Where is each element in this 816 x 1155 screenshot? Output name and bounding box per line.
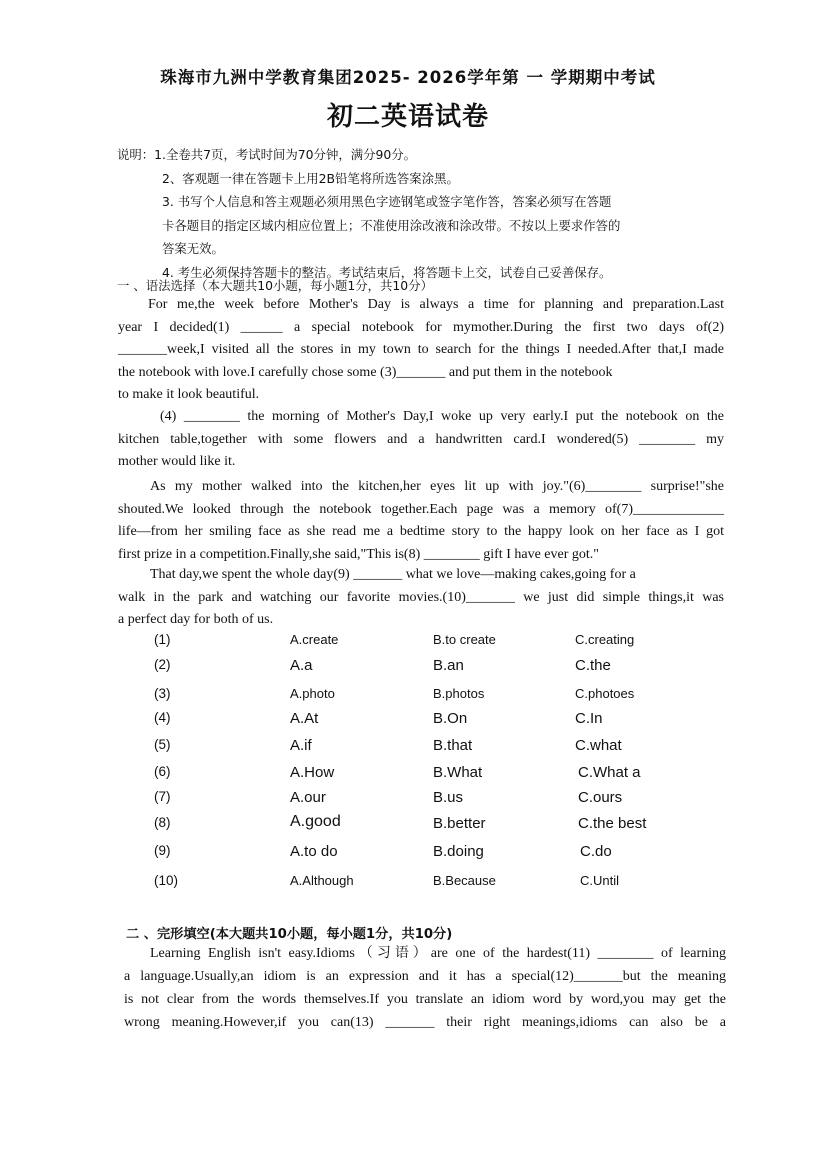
section2-paragraph <box>124 942 726 1034</box>
option-row <box>0 789 816 813</box>
option-c[interactable]: C.what <box>575 737 622 754</box>
option-b[interactable]: B.that <box>433 737 473 754</box>
question-number: (6) <box>154 764 171 779</box>
option-row <box>0 632 816 656</box>
passage-line: _______week,I visited all the stores in my town to search for the things I needed.After that,I made <box>118 342 724 357</box>
question-number: (8) <box>154 815 171 830</box>
exam-subtitle: 初二英语试卷 <box>326 102 489 132</box>
instruction-4: 4. 考生必须保持答题卡的整洁。考试结束后，将答题卡上交，试卷自己妥善保存。 <box>162 264 612 280</box>
option-c[interactable]: C.photoes <box>575 686 635 701</box>
option-a[interactable]: A.to do <box>290 843 338 860</box>
option-c[interactable]: C.the <box>575 657 611 674</box>
passage-line: kitchen table,together with some flowers and a handwritten card.I wondered(5) ________ my <box>118 431 724 447</box>
option-b[interactable]: B.to create <box>433 632 496 647</box>
option-b[interactable]: B.Because <box>433 873 496 888</box>
option-a[interactable]: A.Although <box>290 873 354 888</box>
option-b[interactable]: B.On <box>433 710 468 727</box>
option-c[interactable]: C.What a <box>578 764 641 781</box>
question-number: (3) <box>154 686 171 701</box>
passage-line: shouted.We looked through the notebook together.Each page was a memory of(7)_____________ <box>118 501 724 517</box>
option-a[interactable]: A.create <box>290 632 339 647</box>
option-c[interactable]: C.the best <box>578 815 647 832</box>
option-a[interactable]: A.At <box>290 710 319 727</box>
question-number: (10) <box>154 873 179 888</box>
instruction-3a: 3. 书写个人信息和答主观题必须用黑色字迹钢笔或签字笔作答，答案必须写在答题 <box>162 194 612 209</box>
passage-line: wrong meaning.However,if you can(13) _______ their right meanings,idioms can also be a <box>124 1015 726 1030</box>
section1-paragraph-1 <box>118 294 724 407</box>
option-row <box>0 843 816 867</box>
section2-heading: 二 、完形填空(本大题共10小题，每小题1分，共10分) <box>126 927 453 942</box>
option-row <box>0 737 816 761</box>
question-number: (9) <box>154 843 171 858</box>
question-number: (7) <box>154 789 171 804</box>
passage-line: a language.Usually,an idiom is an expression and it has a special(12)_______but the meaning <box>124 969 726 984</box>
instruction-2: 2、客观题一律在答题卡上用2B铅笔将所选答案涂黑。 <box>162 170 459 186</box>
question-number: (4) <box>154 710 171 725</box>
question-number: (5) <box>154 737 171 752</box>
option-c[interactable]: C.Until <box>580 873 620 888</box>
option-row <box>0 815 816 839</box>
option-b[interactable]: B.What <box>433 764 483 781</box>
option-b[interactable]: B.an <box>433 657 464 674</box>
option-b[interactable]: B.photos <box>433 686 485 701</box>
passage-line: year I decided(1) ______ a special notebook for mymother.During the first two days of(2) <box>118 319 724 335</box>
passage-line: As my mother walked into the kitchen,her eyes lit up with joy."(6)________ surprise!"she <box>150 479 724 494</box>
instruction-3b: 卡各题目的指定区域内相应位置上；不准使用涂改液和涂改带。不按以上要求作答的 <box>162 217 621 233</box>
option-row <box>0 657 816 681</box>
passage-line: first prize in a competition.Finally,she said,"This is(8) ________ gift I have ever got." <box>118 546 599 562</box>
section1-paragraph-4 <box>118 564 724 632</box>
question-number: (1) <box>154 632 171 647</box>
passage-line: a perfect day for both of us. <box>118 612 274 627</box>
passage-line: the notebook with love.I carefully chose some (3)_______ and put them in the notebook <box>118 364 613 380</box>
option-a[interactable]: A.photo <box>290 686 335 701</box>
option-row <box>0 873 816 897</box>
option-a[interactable]: A.our <box>290 789 326 806</box>
passage-line: That day,we spent the whole day(9) _______ what we love—making cakes,going for a <box>150 567 636 582</box>
option-b[interactable]: B.us <box>433 789 464 806</box>
option-c[interactable]: C.do <box>580 843 612 860</box>
passage-line: is not clear from the words themselves.If you translate an idiom word by word,you may get the <box>124 992 726 1007</box>
passage-line: Learning English isn't easy.Idioms（习语）are one of the hardest(11) ________ of learning <box>150 946 726 961</box>
section1-paragraph-3 <box>118 476 724 566</box>
exam-title: 珠海市九洲中学教育集团2025- 2026学年第 一 学期期中考试 <box>160 68 656 87</box>
option-a[interactable]: A.if <box>290 737 312 754</box>
passage-line: walk in the park and watching our favorite movies.(10)_______ we just did simple things,it was <box>118 589 724 605</box>
passage-line: For me,the week before Mother's Day is always a time for planning and preparation.Last <box>148 297 724 312</box>
passage-line: (4) ________ the morning of Mother's Day,I woke up very early.I put the notebook on the <box>160 409 724 424</box>
option-a[interactable]: A.How <box>290 764 335 781</box>
option-a[interactable]: A.good <box>290 813 341 830</box>
instruction-1: 说明：1.全卷共7页，考试时间为70分钟，满分90分。 <box>117 147 417 162</box>
option-row <box>0 710 816 734</box>
option-b[interactable]: B.doing <box>433 843 484 860</box>
section1-paragraph-2 <box>118 406 724 474</box>
option-row <box>0 764 816 788</box>
option-c[interactable]: C.In <box>575 710 603 727</box>
instruction-3c: 答案无效。 <box>162 241 224 256</box>
option-a[interactable]: A.a <box>290 657 313 674</box>
option-row <box>0 686 816 710</box>
passage-line: life—from her smiling face as she read me a bedtime story to the happy look on her face as I got <box>118 524 724 539</box>
instructions <box>117 143 717 284</box>
question-number: (2) <box>154 657 171 672</box>
option-c[interactable]: C.ours <box>578 789 623 806</box>
passage-line: to make it look beautiful. <box>118 387 260 402</box>
section1-heading: 一 、语法选择（本大题共10小题，每小题1分，共10分） <box>117 278 433 293</box>
option-c[interactable]: C.creating <box>575 632 635 647</box>
option-b[interactable]: B.better <box>433 815 486 832</box>
passage-line: mother would like it. <box>118 454 236 469</box>
